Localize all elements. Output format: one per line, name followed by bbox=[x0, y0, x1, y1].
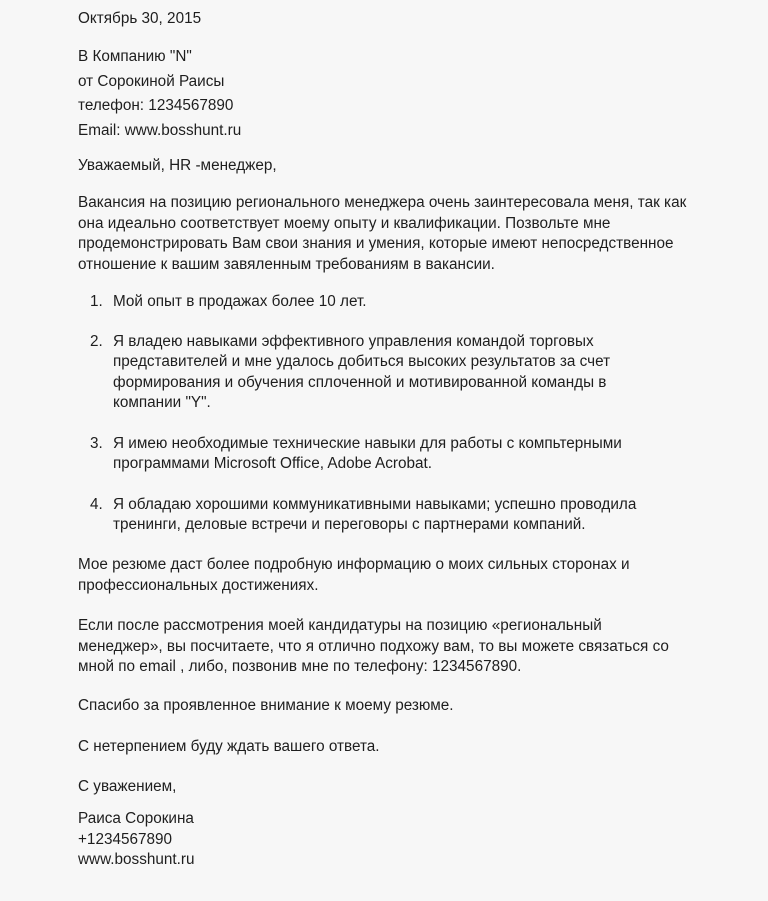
sender-phone: телефон: 1234567890 bbox=[78, 97, 234, 114]
addressee-block bbox=[78, 47, 241, 145]
resume-paragraph: Мое резюме даст более подробную информацию о моих сильных сторонах и профессиональных достижениях. bbox=[78, 556, 630, 594]
list-item-text: Я владею навыками эффективного управления командой торговых представителей и мне удалось добиться высоких результатов за счет формирования и обучения сплоченной и мотивированной команды в компании "Y". bbox=[113, 332, 611, 411]
list-item bbox=[90, 495, 670, 536]
signature-name: Раиса Сорокина bbox=[78, 810, 194, 827]
sender-email: Email: www.bosshunt.ru bbox=[78, 121, 242, 139]
list-item-text: Я имею необходимые технические навыки для работы с компьтерными программами Microsoft Office, Adobe Acrobat. bbox=[113, 434, 622, 472]
contact-paragraph: Если после рассмотрения моей кандидатуры на позицию «региональный менеджер», вы посчитаете, что я отлично подхожу вам, то вы можете связаться со мной по email , либо, позвонив мне по телефону: 1234567890. bbox=[78, 617, 669, 675]
sender-name: от Сорокиной Раисы bbox=[78, 72, 225, 90]
list-item-text: Мой опыт в продажах более 10 лет. bbox=[113, 293, 367, 310]
list-item bbox=[90, 332, 670, 414]
waiting-line: С нетерпением буду ждать вашего ответа. bbox=[78, 738, 380, 755]
closing-regards: С уважением, bbox=[78, 778, 177, 795]
list-item-number: 2. bbox=[90, 332, 103, 350]
letter-date: Октябрь 30, 2015 bbox=[78, 10, 202, 27]
list-item-number: 3. bbox=[90, 434, 103, 452]
intro-paragraph: Вакансия на позицию регионального менеджера очень заинтересовала меня, так как она идеально соответствует моему опыту и квалификации. Позвольте мне продемонстрировать Вам свои знания и умения, которые имеют непосредственное отношение к вашим завяленным требованиям в вакансии. bbox=[78, 194, 687, 273]
signature-site: www.bosshunt.ru bbox=[78, 851, 195, 868]
list-item-number: 1. bbox=[90, 293, 103, 310]
list-item bbox=[90, 434, 670, 475]
signature-phone: +1234567890 bbox=[78, 830, 173, 848]
qualifications-list bbox=[90, 292, 670, 556]
thanks-line: Спасибо за проявленное внимание к моему резюме. bbox=[78, 697, 454, 714]
list-item-text: Я обладаю хорошими коммуникативными навыками; успешно проводила тренинги, деловые встречи и переговоры с партнерами компаний. bbox=[113, 495, 637, 533]
list-item bbox=[90, 292, 670, 313]
list-item-number: 4. bbox=[90, 495, 103, 513]
greeting: Уважаемый, HR -менеджер, bbox=[78, 157, 277, 174]
recipient-company: В Компанию "N" bbox=[78, 48, 192, 65]
signature-block bbox=[78, 809, 194, 871]
